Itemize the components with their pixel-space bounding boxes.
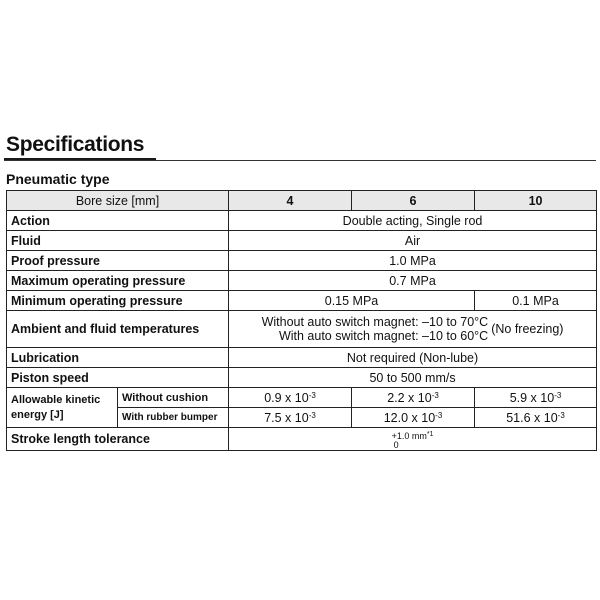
bore-size-6: 6 [352,191,475,211]
table-row [7,231,597,251]
bore-size-10: 10 [475,191,597,211]
page-title: Specifications [6,133,145,156]
temperature-note: (No freezing) [491,322,564,336]
lubrication-label: Lubrication [7,348,229,368]
proof-pressure-label: Proof pressure [7,251,229,271]
temperature-label: Ambient and fluid temperatures [7,311,229,348]
kinetic-energy-label [7,388,118,428]
table-row [7,428,597,451]
piston-speed-value: 50 to 500 mm/s [229,368,597,388]
rubber-bumper-value-6: 12.0 x $10^{-3}$ [352,408,475,428]
section-title: Pneumatic type [6,171,110,187]
without-cushion-label: Without cushion [118,388,229,408]
kinetic-energy-label-line2: energy [J] [11,408,64,421]
temperature-value [229,311,597,348]
table-row [7,291,597,311]
min-pressure-label: Minimum operating pressure [7,291,229,311]
bore-size-4: 4 [229,191,352,211]
max-pressure-value: 0.7 MPa [229,271,597,291]
specifications-table [6,190,597,451]
title-underline [4,160,596,161]
fluid-value: Air [229,231,597,251]
bore-size-header: Bore size [mm] [7,191,229,211]
table-row [7,388,597,408]
without-cushion-value-10: 5.9 x $10^{-3}$ [475,388,597,408]
fluid-label: Fluid [7,231,229,251]
temperature-line-without-magnet: Without auto switch magnet: –10 to 70°C [261,315,489,329]
kinetic-energy-label-line1: Allowable kinetic [11,393,101,406]
action-value: Double acting, Single rod [229,211,597,231]
rubber-bumper-label: With rubber bumper [118,408,229,428]
table-row [7,348,597,368]
without-cushion-value-4: 0.9 x $10^{-3}$ [229,388,352,408]
rubber-bumper-value-10: 51.6 x $10^{-3}$ [475,408,597,428]
table-row [7,251,597,271]
table-row [7,271,597,291]
stroke-tolerance-label: Stroke length tolerance [7,428,229,451]
rubber-bumper-value-4: 7.5 x $10^{-3}$ [229,408,352,428]
table-row [7,368,597,388]
table-row [7,191,597,211]
proof-pressure-value: 1.0 MPa [229,251,597,271]
min-pressure-value-4-6: 0.15 MPa [229,291,475,311]
min-pressure-value-10: 0.1 MPa [475,291,597,311]
piston-speed-label: Piston speed [7,368,229,388]
lubrication-value: Not required (Non-lube) [229,348,597,368]
stroke-tolerance-value: +1.0 $mm^{*1}$ 0 [229,428,597,451]
table-row [7,311,597,348]
action-label: Action [7,211,229,231]
table-row [7,211,597,231]
temperature-line-with-magnet: With auto switch magnet: –10 to 60°C [278,329,489,343]
without-cushion-value-6: 2.2 x $10^{-3}$ [352,388,475,408]
max-pressure-label: Maximum operating pressure [7,271,229,291]
